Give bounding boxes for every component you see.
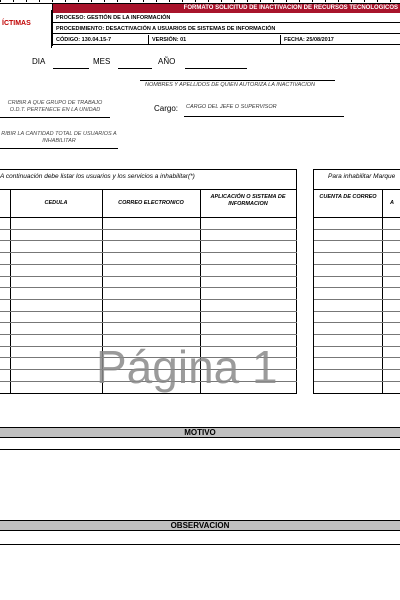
disable-table-instruction: Para inhabilitar Marque	[328, 173, 396, 180]
table-row-line	[0, 287, 297, 288]
column-tick	[13, 0, 25, 2]
table-row-line	[314, 299, 400, 300]
cargo-field[interactable]	[184, 116, 344, 117]
table-row-line	[0, 252, 297, 253]
column-tick	[247, 0, 259, 2]
col-cedula: CEDULA	[44, 200, 68, 206]
column-tick	[260, 0, 272, 2]
column-tick	[39, 0, 51, 2]
total-hint: RIBIR LA CANTIDAD TOTAL DE USUARIOS A INHABILITAR	[1, 131, 117, 144]
column-tick	[156, 0, 168, 2]
column-tick	[273, 0, 285, 2]
year-label: AÑO	[158, 57, 176, 66]
table-row-line	[314, 311, 400, 312]
column-tick	[143, 0, 155, 2]
column-tick	[234, 0, 246, 2]
column-tick	[78, 0, 90, 2]
table-row-line	[314, 240, 400, 241]
date-value: FECHA: 25/08/2017	[280, 35, 334, 45]
column-tick	[390, 0, 400, 2]
authorizer-hint: NOMBRES Y APELLIDOS DE QUIEN AUTORIZA LA INACTIVACION	[145, 82, 316, 88]
users-table-head-divider	[0, 217, 297, 218]
observacion-area[interactable]	[0, 531, 400, 545]
table-row-line	[314, 229, 400, 230]
logo-text: ÍCTIMAS	[2, 20, 31, 27]
procedure-row: PROCEDIMIENTO: DESACTIVACIÓN A USUARIOS DE SISTEMAS DE INFORMACIÓN	[52, 24, 400, 34]
col-cuenta-correo: CUENTA DE CORREO	[319, 194, 377, 200]
group-field[interactable]	[0, 117, 110, 118]
month-label: MES	[93, 57, 111, 66]
cargo-hint: CARGO DEL JEFE O SUPERVISOR	[186, 104, 277, 110]
table-row-line	[0, 276, 297, 277]
column-tick	[221, 0, 233, 2]
column-tick	[312, 0, 324, 2]
column-tick	[208, 0, 220, 2]
motivo-area[interactable]	[0, 438, 400, 450]
table-row-line	[314, 381, 400, 382]
observacion-header: OBSERVACION	[0, 520, 400, 531]
column-tick	[26, 0, 38, 2]
motivo-header: MOTIVO	[0, 427, 400, 438]
users-table-divider	[0, 189, 297, 190]
version-value: VERSIÓN: 01	[148, 35, 186, 45]
column-tick	[338, 0, 350, 2]
table-row-line	[314, 357, 400, 358]
header-divider	[52, 4, 53, 46]
table-row-line	[0, 264, 297, 265]
column-tick	[169, 0, 181, 2]
table-row-line	[314, 334, 400, 335]
column-tick	[104, 0, 116, 2]
column-tick	[182, 0, 194, 2]
table-row-line	[0, 299, 297, 300]
group-hint: CRIBIR A QUE GRUPO DE TRABAJO O.D.T. PERTENECE EN LA UNIDAD	[7, 100, 103, 113]
column-tick	[299, 0, 311, 2]
table-row-line	[314, 346, 400, 347]
column-tick	[195, 0, 207, 2]
process-row: PROCESO: GESTIÓN DE LA INFORMACIÓN	[52, 13, 400, 23]
col-aplicacion: APLICACIÓN O SISTEMA DE INFORMACION	[210, 194, 286, 207]
table-row-line	[0, 229, 297, 230]
column-tick	[117, 0, 129, 2]
authorizer-field[interactable]	[140, 80, 335, 81]
column-tick	[286, 0, 298, 2]
table-row-line	[0, 311, 297, 312]
table-row-line	[314, 252, 400, 253]
col-correo: CORREO ELECTRONICO	[118, 200, 184, 206]
column-tick	[364, 0, 376, 2]
year-field[interactable]	[185, 68, 247, 69]
users-table-instruction: A continuación debe listar los usuarios y los servicios a inhabilitar(*)	[0, 173, 195, 180]
column-tick	[91, 0, 103, 2]
column-tick	[52, 0, 64, 2]
table-row-line	[0, 322, 297, 323]
table-row-line	[314, 369, 400, 370]
code-value: CÓDIGO: 130.04.15-7	[56, 37, 112, 43]
table-row-line	[0, 240, 297, 241]
col-a: A	[390, 200, 394, 206]
form-title: FORMATO SOLICITUD DE INACTIVACIÓN DE RECURSOS TECNOLÓGICOS	[52, 4, 400, 13]
column-tick	[130, 0, 142, 2]
table-row-line	[314, 276, 400, 277]
month-field[interactable]	[118, 68, 152, 69]
table-row-line	[0, 334, 297, 335]
logo-box	[0, 10, 52, 48]
table-row-line	[314, 264, 400, 265]
column-tick	[0, 0, 12, 2]
day-field[interactable]	[53, 68, 89, 69]
page-watermark: Página 1	[96, 341, 278, 393]
table-row-line	[314, 322, 400, 323]
column-tick	[351, 0, 363, 2]
total-field[interactable]	[0, 148, 118, 149]
table-row-line	[314, 287, 400, 288]
column-tick	[65, 0, 77, 2]
day-label: DIA	[32, 57, 46, 66]
column-tick	[377, 0, 389, 2]
cargo-label: Cargo:	[154, 104, 179, 113]
column-tick	[325, 0, 337, 2]
code-row	[52, 35, 400, 45]
